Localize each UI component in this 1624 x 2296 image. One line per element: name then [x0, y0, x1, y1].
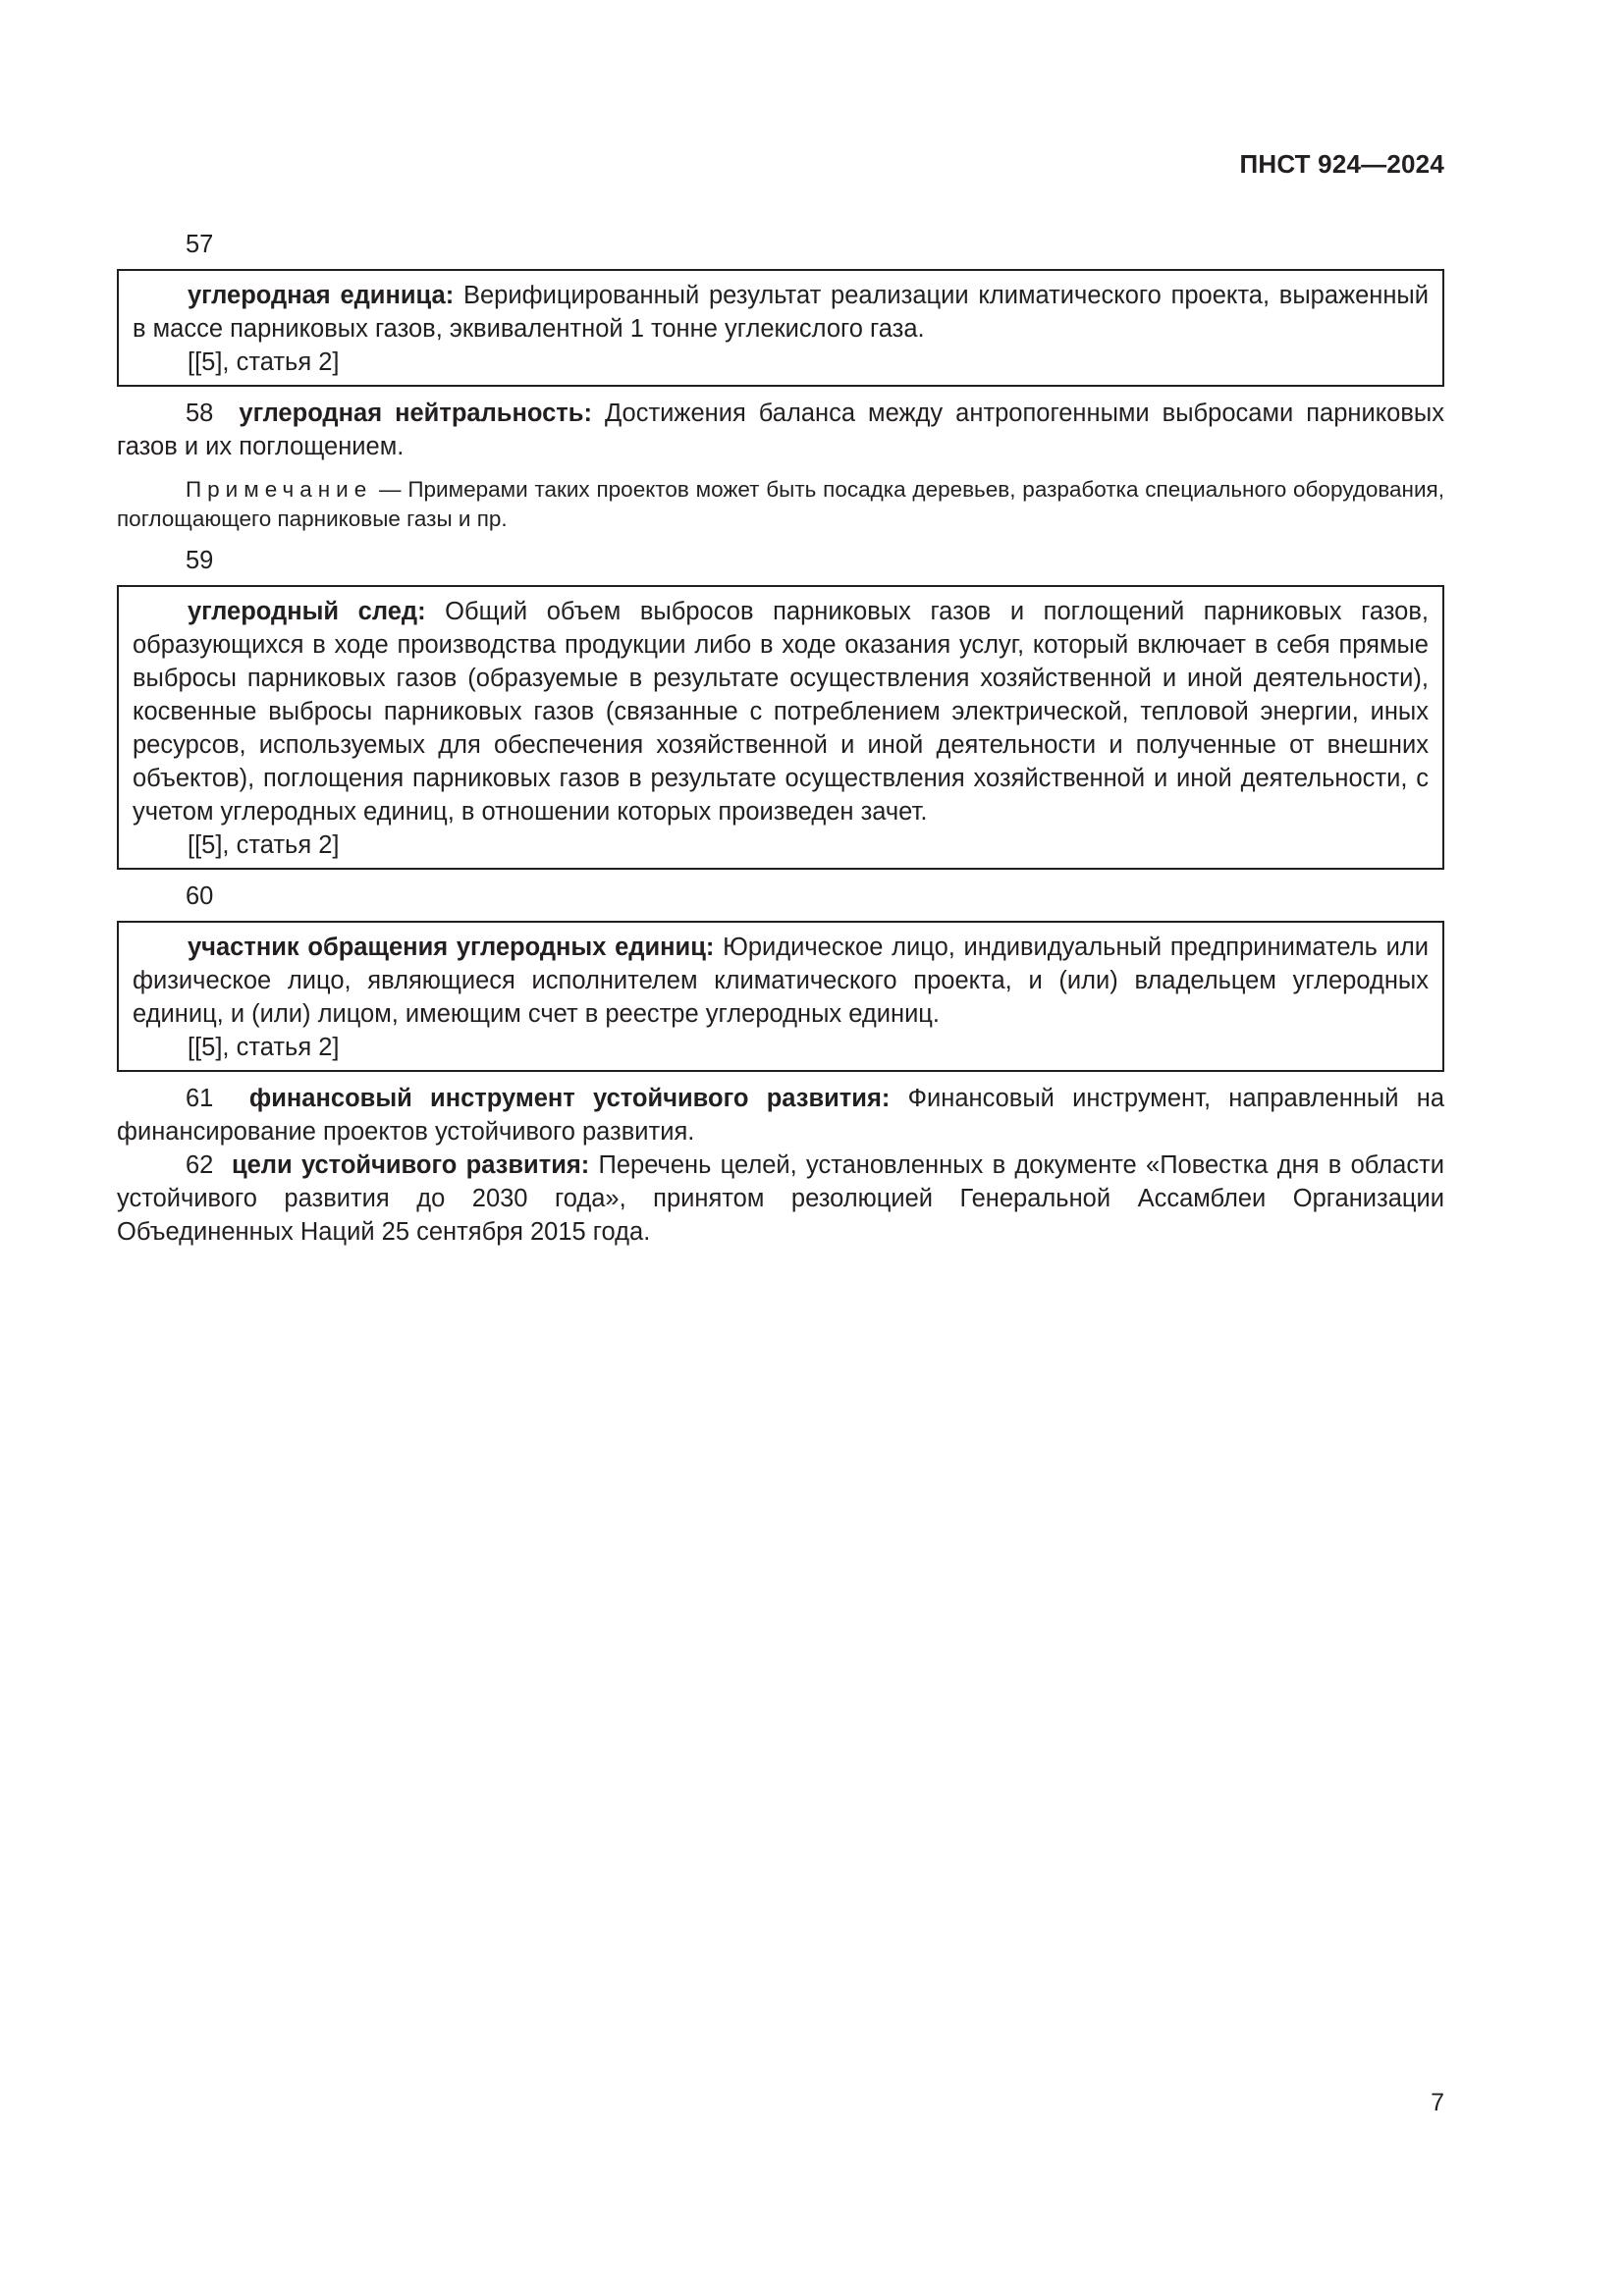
note-text: — Примерами таких проектов может быть посадка деревьев, разработка специального оборудования, поглощающего парниковые газы и пр.	[117, 477, 1444, 531]
term-reference: [[5], статья 2]	[188, 1034, 340, 1061]
entry-number: 59	[186, 547, 214, 574]
term-title: углеродный след:	[188, 598, 426, 625]
entry-number: 61	[186, 1085, 214, 1112]
term-title: цели устойчивого развития:	[231, 1151, 590, 1179]
note	[117, 475, 1444, 534]
term-reference: [[5], статья 2]	[188, 348, 340, 376]
term-definition: Верифицированный результат реализации климатического проекта, выраженный в массе парниковых газов, эквивалентной 1 тонне углекислого газа.	[133, 282, 1429, 343]
term-entry	[133, 595, 1429, 828]
term-title: углеродная нейтральность:	[239, 400, 592, 427]
entry-number: 60	[186, 882, 214, 910]
term-entry	[133, 279, 1429, 346]
term-title: финансовый инструмент устойчивого развития:	[248, 1085, 891, 1112]
term-entry-62	[117, 1148, 1444, 1249]
entry-number: 57	[186, 231, 214, 258]
term-box-60	[117, 921, 1444, 1072]
term-entry-61	[117, 1082, 1444, 1148]
term-definition: Финансовый инструмент, направленный на финансирование проектов устойчивого развития.	[117, 1085, 1444, 1146]
note-label: Примечание	[186, 477, 373, 502]
term-box-57	[117, 269, 1444, 387]
terms-list	[117, 228, 1444, 1249]
term-definition: Достижения баланса между антропогенными выбросами парниковых газов и их поглощением.	[117, 400, 1444, 460]
standard-code: ПНСТ 924—2024	[1239, 149, 1444, 179]
term-entry-58	[117, 397, 1444, 463]
entry-number: 62	[186, 1151, 214, 1179]
term-definition: Общий объем выбросов парниковых газов и поглощений парниковых газов, образующихся в ходе производства продукции либо в ходе оказания услуг, который включает в себя прямые выбросы парниковых газов (образуемые в результате осуществления хозяйственной и иной деятельности), косвенные выбросы парниковых газов (связанные с потреблением электрической, тепловой энергии, иных ресурсов, используемых для обеспечения хозяйственной и иной деятельности и полученные от внешних объектов), поглощения парниковых газов в результате осуществления хозяйственной и иной деятельности, с учетом углеродных единиц, в отношении которых произведен зачет.	[133, 598, 1429, 826]
term-reference: [[5], статья 2]	[188, 831, 340, 859]
term-entry	[133, 931, 1429, 1031]
entry-number: 58	[186, 400, 214, 427]
term-title: углеродная единица:	[188, 282, 455, 309]
page-number: 7	[1431, 2089, 1444, 2116]
term-definition: Перечень целей, установленных в документе «Повестка дня в области устойчивого развития до 2030 года», принятом резолюцией Генеральной Ассамблеи Организации Объединенных Наций 25 сентября 2015 года.	[117, 1151, 1444, 1246]
term-definition: Юридическое лицо, индивидуальный предприниматель или физическое лицо, являющиеся исполнителем климатического проекта, и (или) владельцем углеродных единиц, и (или) лицом, имеющим счет в реестре углеродных единиц.	[133, 934, 1429, 1028]
term-title: участник обращения углеродных единиц:	[188, 934, 715, 961]
term-box-59	[117, 585, 1444, 870]
